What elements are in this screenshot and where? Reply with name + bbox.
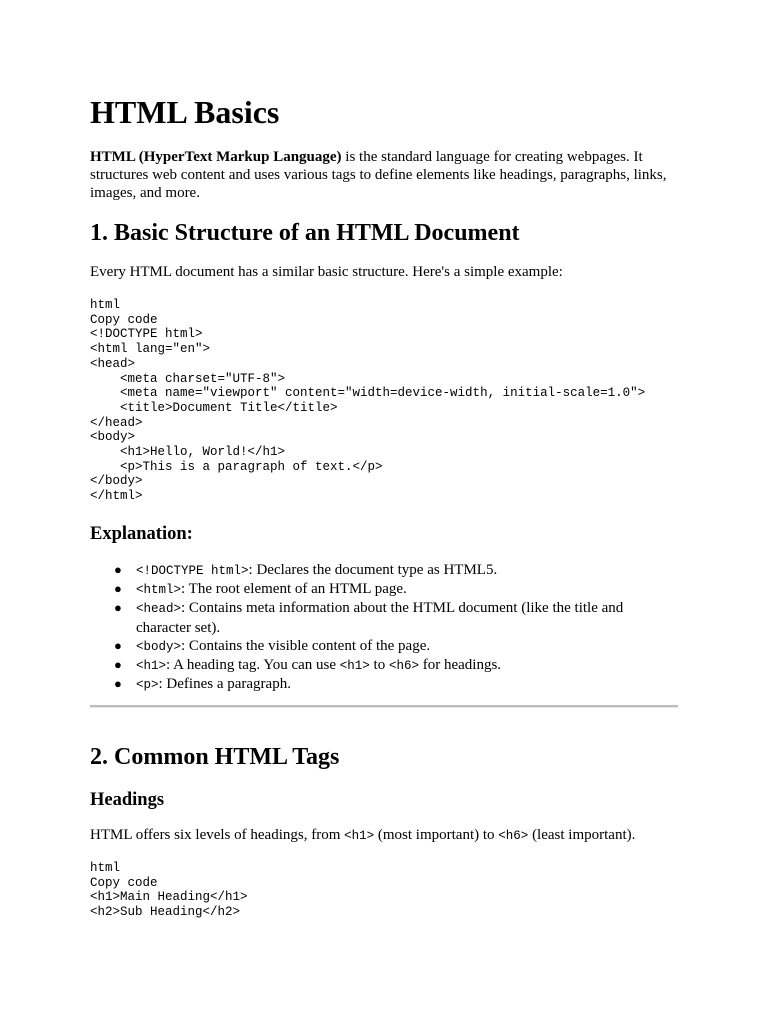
section-1-text: Every HTML document has a similar basic structure. Here's a simple example: <box>90 264 563 280</box>
intro-text: is the standard language for creating webpages. It structures web content and uses various tags to define elements like headings, paragraphs, links, images, and more. <box>90 149 667 201</box>
section-1-code-block: html Copy code <!DOCTYPE html> <html lang="en"> <head> <meta charset="UTF-8"> <meta name="viewport" content="width=device-width, initial-scale=1.0"> <title>Document Title</title> </head> <body> <h1>Hello, World!</h1> <p>This is a paragraph of text.</p> </body> </html> <box>90 298 646 504</box>
text-segment: HTML offers six levels of headings, from <box>90 827 345 843</box>
headings-subheading: Headings <box>90 790 165 810</box>
list-item <box>90 637 650 656</box>
intro-paragraph <box>90 148 678 202</box>
inline-code: <h1> <box>344 829 375 843</box>
text-segment: (most important) to <box>374 827 499 843</box>
list-item <box>90 580 650 599</box>
list-item <box>90 561 650 580</box>
list-item-text: : The root element of an HTML page. <box>181 581 407 598</box>
inline-code: <h6> <box>388 659 419 674</box>
section-1-heading: 1. Basic Structure of an HTML Document <box>90 220 520 246</box>
list-item-text: : Contains meta information about the HTML document (like the title and character set). <box>136 600 624 636</box>
inline-code: <head> <box>136 602 182 617</box>
inline-code: <!DOCTYPE html> <box>136 564 249 578</box>
section-2-heading: 2. Common HTML Tags <box>90 744 340 770</box>
bullet-icon: ● <box>114 581 122 597</box>
list-item-text: for headings. <box>418 657 502 674</box>
section-2-code-block: html Copy code <h1>Main Heading</h1> <h2>Sub Heading</h2> <box>90 861 248 920</box>
list-item-text: : A heading tag. You can use <box>166 657 340 674</box>
list-item <box>90 656 650 675</box>
inline-code: <p> <box>136 678 159 693</box>
inline-code: <html> <box>136 583 182 598</box>
list-item-text: : Defines a paragraph. <box>158 676 291 693</box>
list-item <box>90 599 650 636</box>
bullet-icon: ● <box>114 600 122 616</box>
bullet-icon: ● <box>114 657 122 673</box>
text-segment: (least important). <box>528 827 636 843</box>
list-item-text: : Declares the document type as HTML5. <box>248 562 498 578</box>
list-item <box>90 675 650 694</box>
bullet-icon: ● <box>114 676 122 692</box>
page-title: HTML Basics <box>90 94 280 130</box>
intro-bold-term: HTML (HyperText Markup Language) <box>90 149 342 165</box>
section-divider <box>90 705 678 708</box>
list-item-text: to <box>369 657 389 674</box>
section-2-text <box>90 826 678 845</box>
inline-code: <h1> <box>136 659 167 674</box>
bullet-icon: ● <box>114 562 122 577</box>
inline-code: <h6> <box>498 829 529 843</box>
explanation-heading: Explanation: <box>90 524 193 544</box>
bullet-icon: ● <box>114 637 122 653</box>
inline-code: <body> <box>136 639 182 654</box>
inline-code: <h1> <box>339 659 370 674</box>
list-item-text: : Contains the visible content of the page. <box>181 637 431 654</box>
explanation-list <box>90 561 650 694</box>
